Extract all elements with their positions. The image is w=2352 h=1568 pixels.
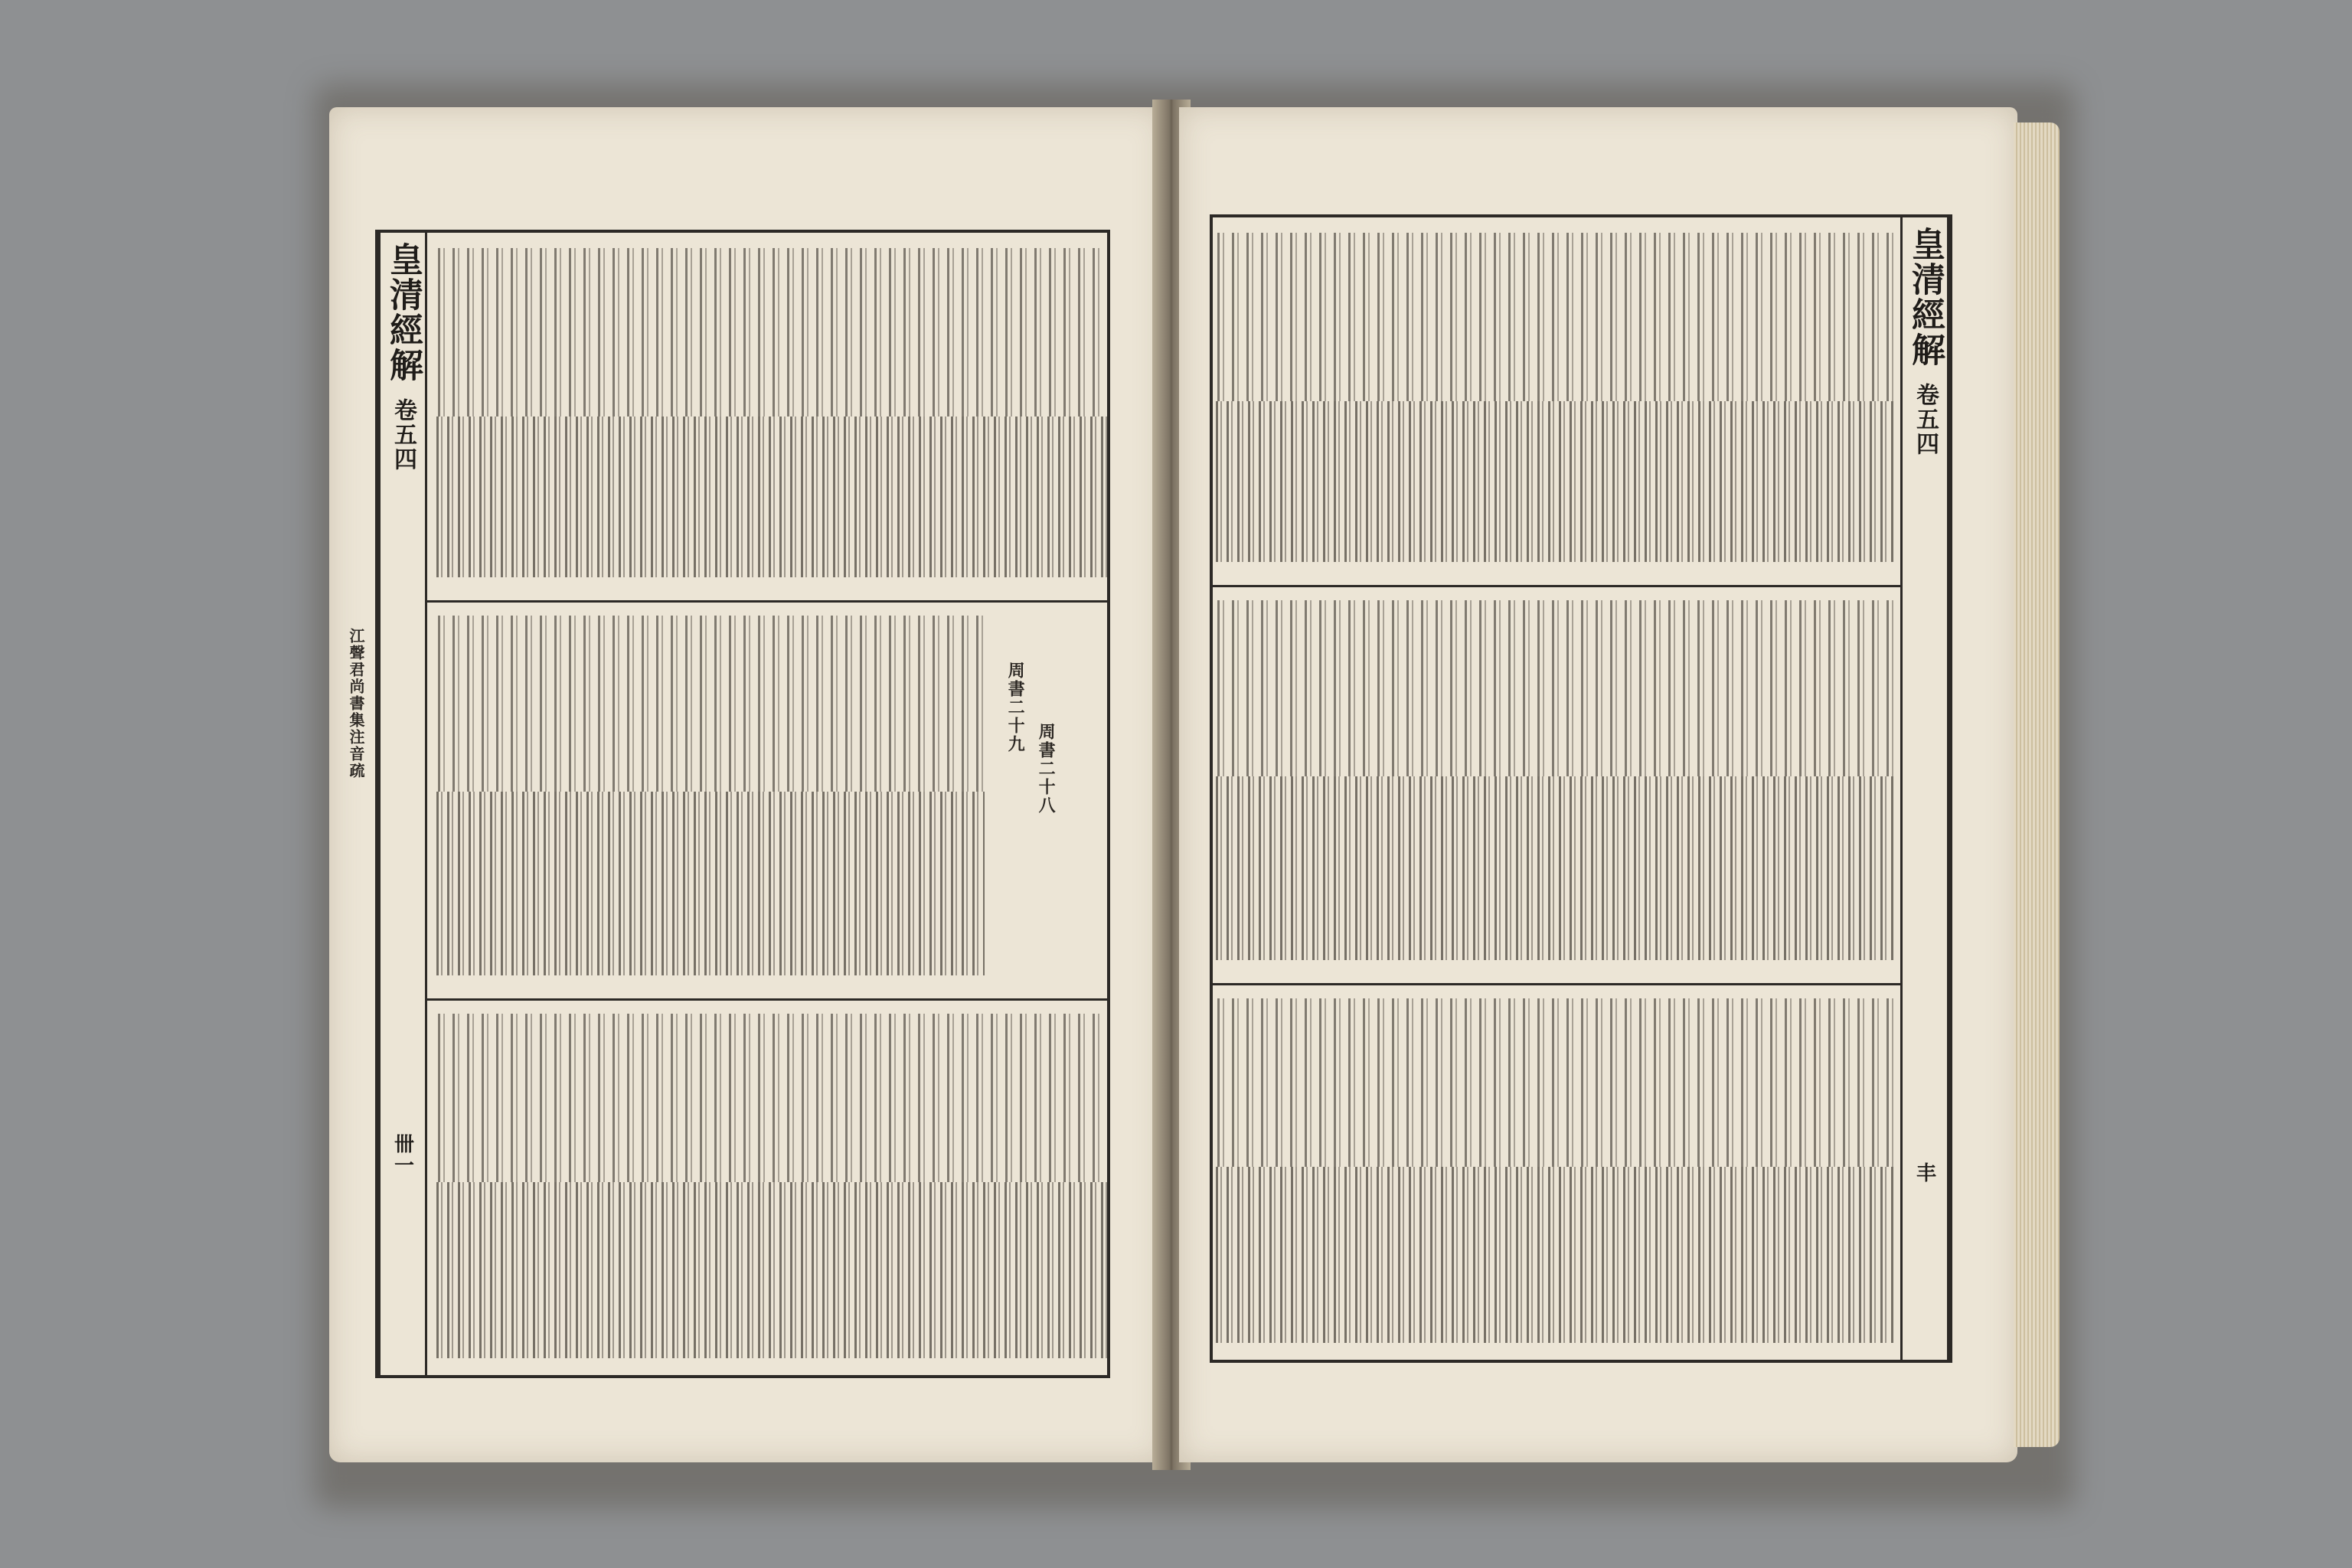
- right-middle-band-text: [1213, 600, 1894, 776]
- right-bottom-band-notes: [1213, 1167, 1894, 1343]
- right-top-band-notes: [1213, 401, 1894, 562]
- left-top-band-notes: [433, 416, 1107, 577]
- right-middle-band-notes: [1213, 776, 1894, 960]
- band-rule: [1213, 585, 1900, 587]
- volume-label: 卷五四: [1912, 383, 1939, 456]
- series-title: 皇清經解: [384, 242, 423, 383]
- right-page: [1179, 107, 2017, 1462]
- right-text-frame: [1210, 214, 1952, 1363]
- left-bottom-band-text: [433, 1014, 1107, 1182]
- folio-number: 丰: [1913, 1162, 1936, 1184]
- band-rule: [1213, 983, 1900, 985]
- left-text-frame: [375, 230, 1110, 1378]
- left-bottom-band-notes: [433, 1182, 1107, 1358]
- left-title-strip: [378, 233, 427, 1375]
- left-page: [329, 107, 1164, 1462]
- volume-label: 卷五四: [390, 398, 416, 472]
- colophon: 江聲君尚書集注音疏: [347, 628, 365, 779]
- left-top-band-text: [433, 248, 1107, 416]
- page-edge-stack: [2014, 122, 2060, 1447]
- folio-number: 卌一: [390, 1133, 414, 1176]
- band-rule: [427, 600, 1107, 603]
- series-title: 皇清經解: [1906, 227, 1945, 368]
- section-heading: 周書二十九: [1005, 662, 1026, 753]
- band-rule: [427, 998, 1107, 1001]
- left-middle-band-text: [433, 616, 985, 792]
- left-middle-band-notes: [433, 792, 985, 975]
- section-heading: 周書二十八: [1036, 723, 1057, 815]
- right-top-band-text: [1213, 233, 1894, 401]
- right-bottom-band-text: [1213, 998, 1894, 1167]
- right-title-strip: [1900, 217, 1949, 1360]
